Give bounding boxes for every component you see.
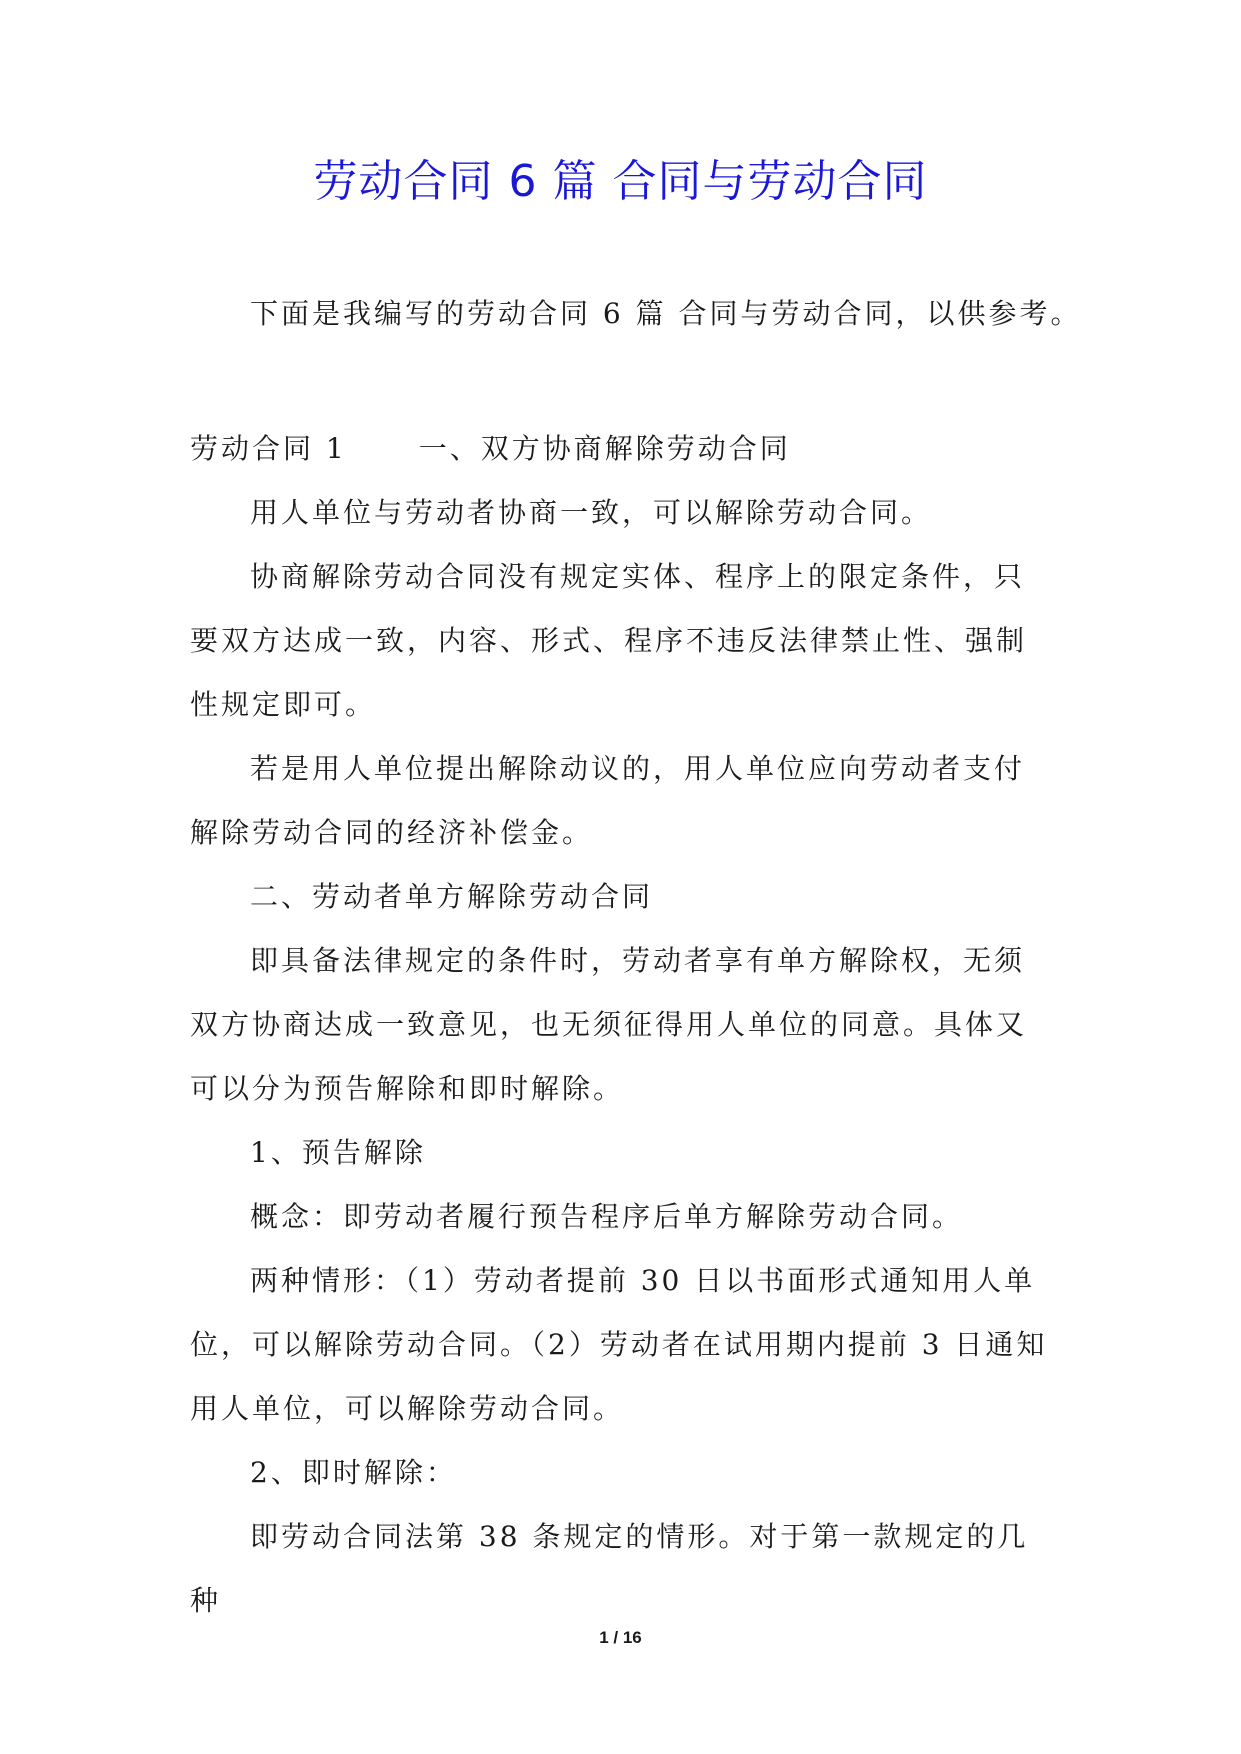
section-heading-line [190, 417, 1050, 481]
subheading: 二、劳动者单方解除劳动合同 [250, 880, 654, 913]
paragraph: 协商解除劳动合同没有规定实体、程序上的限定条件，只要双方达成一致，内容、形式、程序不违反法律禁止性、强制性规定即可。 [190, 560, 1028, 721]
paragraph: 用人单位与劳动者协商一致，可以解除劳动合同。 [250, 496, 933, 529]
section-label: 劳动合同 1 [190, 432, 347, 465]
subheading: 1、预告解除 [250, 1136, 426, 1169]
document-title: 劳动合同 6 篇 合同与劳动合同 [313, 156, 928, 207]
page-number: 1 / 16 [599, 1628, 642, 1647]
subheading: 2、即时解除： [250, 1456, 457, 1489]
paragraph: 概念：即劳动者履行预告程序后单方解除劳动合同。 [250, 1200, 964, 1233]
paragraph: 若是用人单位提出解除动议的，用人单位应向劳动者支付解除劳动合同的经济补偿金。 [190, 752, 1026, 849]
paragraph: 即具备法律规定的条件时，劳动者享有单方解除权，无须双方协商达成一致意见，也无须征得用人单位的同意。具体又可以分为预告解除和即时解除。 [190, 944, 1028, 1105]
document-body [190, 417, 1050, 1633]
section-heading: 一、双方协商解除劳动合同 [418, 432, 791, 465]
intro-paragraph: 下面是我编写的劳动合同 6 篇 合同与劳动合同，以供参考。 [250, 297, 1082, 330]
paragraph: 两种情形：（1）劳动者提前 30 日以书面形式通知用人单位，可以解除劳动合同。（2）劳动者在试用期内提前 3 日通知用人单位，可以解除劳动合同。 [190, 1264, 1048, 1425]
paragraph: 即劳动合同法第 38 条规定的情形。对于第一款规定的几种 [190, 1520, 1029, 1617]
